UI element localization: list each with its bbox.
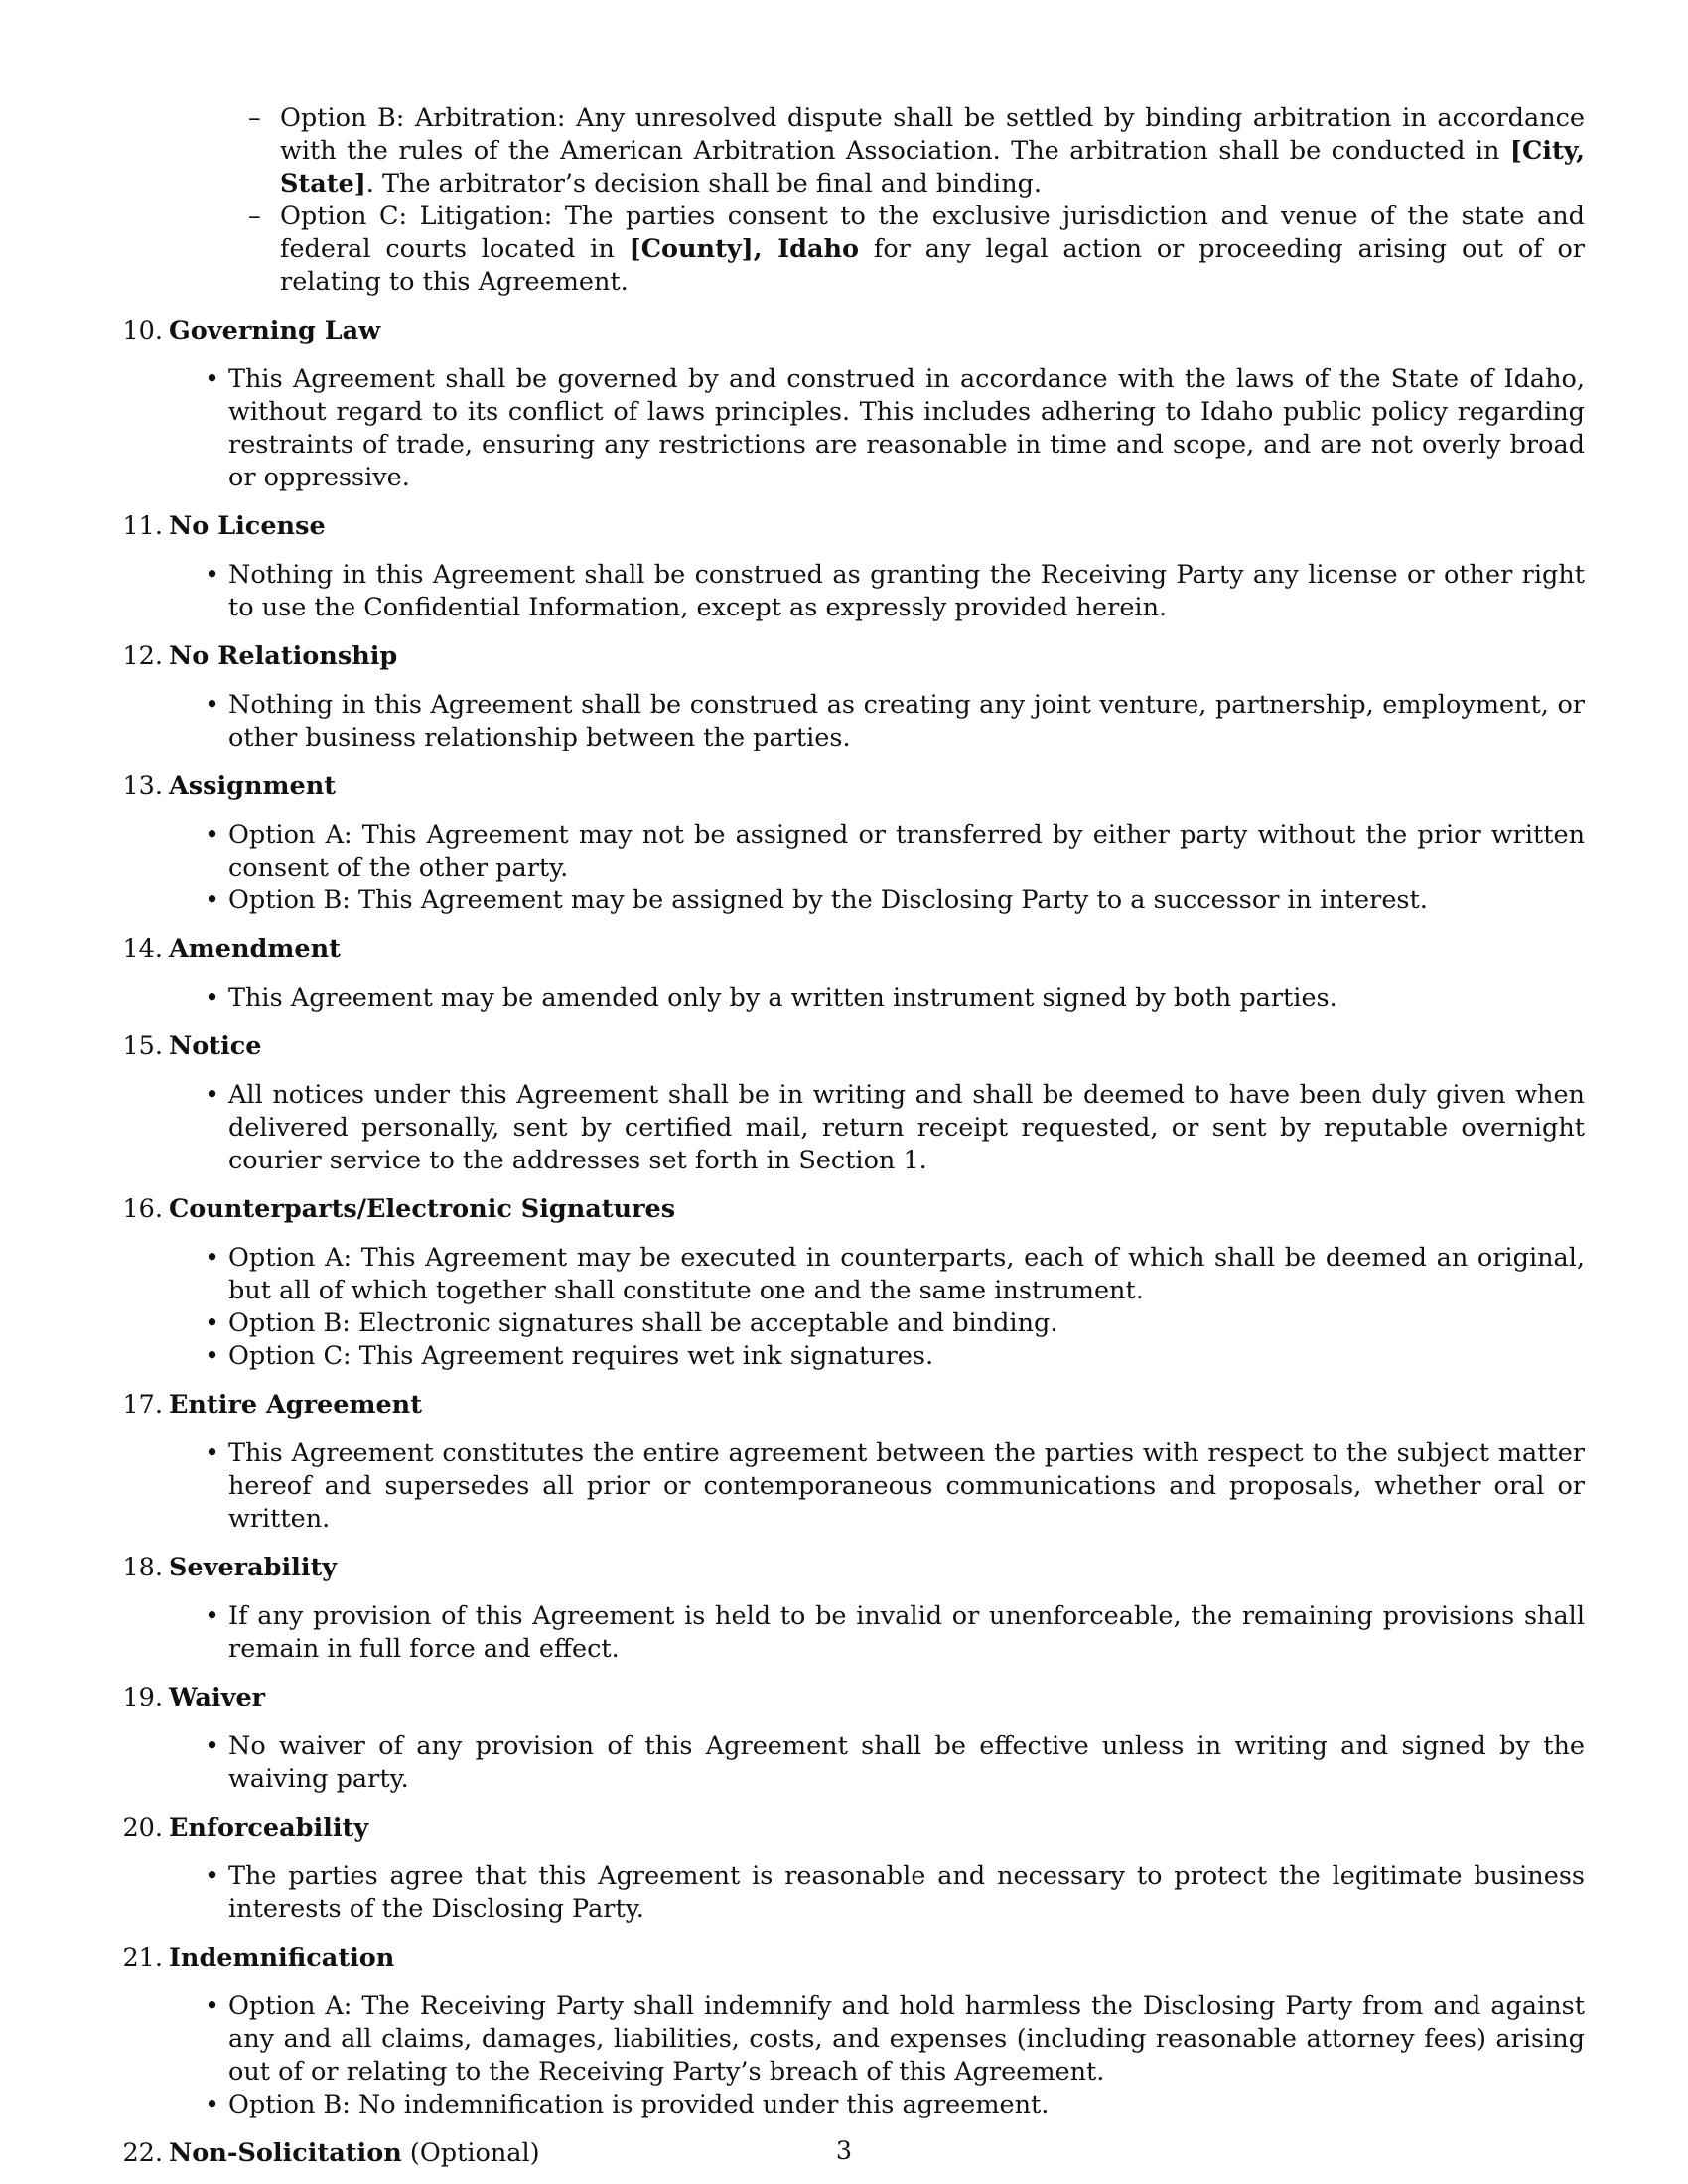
bullet-item [205,982,1585,1015]
bullet-list [205,1990,1585,2121]
bullet-icon: • [205,1438,220,1468]
section-title: Entire Agreement [169,1390,422,1420]
section-number: 21. [122,1943,163,1973]
sub-option-item [248,102,1585,201]
section-18 [0,1552,1688,1666]
bullet-item [205,1307,1585,1340]
section-title: Severability [169,1553,338,1582]
bullet-item [205,1079,1585,1177]
bullet-icon: • [205,983,220,1013]
section-number: 16. [122,1194,163,1224]
section-number: 13. [122,771,163,801]
bullet-icon: • [205,1601,220,1631]
bullet-list [205,1860,1585,1926]
section-title: Governing Law [169,316,381,345]
section-note: (Optional) [409,2138,540,2168]
bullet-text: Option B: Electronic signatures shall be acceptable and binding. [228,1308,1058,1338]
bullet-item [205,1730,1585,1796]
section-19 [0,1682,1688,1796]
section-heading [122,1389,1688,1422]
section-heading [122,1193,1688,1226]
section-15 [0,1030,1688,1177]
section-title: No Relationship [169,641,398,671]
placeholder-text: [County], Idaho [629,234,860,264]
bullet-text: Option C: This Agreement requires wet ink signatures. [228,1341,934,1371]
bullet-item [205,689,1585,754]
bullet-item [205,559,1585,624]
section-list [0,315,1688,2170]
bullet-text: Option A: This Agreement may not be assigned or transferred by either party without the prior written consent of the other party. [228,820,1585,883]
section-number: 17. [122,1390,163,1420]
bullet-item [205,819,1585,885]
section-number: 19. [122,1683,163,1712]
section-heading [122,933,1688,966]
clause-text: Option B: Arbitration: Any unresolved dispute shall be settled by binding arbitration in accordance with the rules of the American Arbitration Association. The arbitration shall be conducted in [280,103,1585,166]
section-heading [122,1030,1688,1063]
bullet-text: If any provision of this Agreement is held to be invalid or unenforceable, the remaining provisions shall remain in full force and effect. [228,1601,1585,1664]
bullet-list [205,1242,1585,1373]
bullet-icon: • [205,886,220,915]
bullet-icon: • [205,1731,220,1761]
bullet-icon: • [205,2090,220,2119]
section-11 [0,510,1688,624]
bullet-icon: • [205,560,220,590]
section-title: Enforceability [169,1813,369,1843]
section-title: Notice [169,1031,262,1061]
bullet-list [205,363,1585,494]
bullet-text: Option A: This Agreement may be executed in counterparts, each of which shall be deemed an original, but all of which together shall constitute one and the same instrument. [228,1243,1585,1305]
section-17 [0,1389,1688,1536]
bullet-text: Option B: No indemnification is provided under this agreement. [228,2090,1050,2119]
placeholder-text: [City, State] [280,136,1585,199]
section-number: 22. [122,2138,163,2168]
bullet-icon: • [205,364,220,394]
section-10 [0,315,1688,494]
sub-option-item [248,201,1585,299]
continuation-options [248,102,1585,299]
section-number: 20. [122,1813,163,1843]
section-12 [0,640,1688,754]
bullet-icon: • [205,820,220,850]
bullet-icon: • [205,1308,220,1338]
bullet-list [205,982,1585,1015]
bullet-text: All notices under this Agreement shall be in writing and shall be deemed to have been duly given when delivered personally, sent by certified mail, return receipt requested, or sent by reputable overnight courier service to the addresses set forth in Section 1. [228,1080,1585,1175]
bullet-text: No waiver of any provision of this Agreement shall be effective unless in writing and signed by the waiving party. [228,1731,1585,1794]
bullet-text: The parties agree that this Agreement is reasonable and necessary to protect the legitimate business interests of the Disclosing Party. [228,1861,1585,1924]
bullet-icon: • [205,1243,220,1273]
bullet-list [205,819,1585,917]
section-title: Amendment [169,934,341,964]
section-number: 15. [122,1031,163,1061]
bullet-text: This Agreement shall be governed by and construed in accordance with the laws of the State of Idaho, without regard to its conflict of laws principles. This includes adhering to Idaho public policy regarding restraints of trade, ensuring any restrictions are reasonable in time and scope, and are not overly broad or oppressive. [228,364,1585,492]
section-title: Counterparts/Electronic Signatures [169,1194,676,1224]
bullet-text: Option B: This Agreement may be assigned by the Disclosing Party to a successor in interest. [228,886,1428,915]
section-21 [0,1942,1688,2121]
section-heading [122,1682,1688,1714]
bullet-icon: • [205,1341,220,1371]
section-title: Waiver [169,1683,266,1712]
section-title: Indemnification [169,1943,395,1973]
section-number: 18. [122,1553,163,1582]
section-number: 12. [122,641,163,671]
bullet-item [205,1860,1585,1926]
bullet-item [205,1242,1585,1307]
section-13 [0,770,1688,917]
section-heading [122,640,1688,673]
section-title: Non-Solicitation [169,2138,402,2168]
dash-marker: – [248,202,261,231]
bullet-text: Option A: The Receiving Party shall indemnify and hold harmless the Disclosing Party from and against any and all claims, damages, liabilities, costs, and expenses (including reasonable attorney fees) arising out of or relating to the Receiving Party’s breach of this Agreement. [228,1991,1585,2087]
clause-text: for any legal action or proceeding arising out of or relating to this Agreement. [280,234,1585,297]
dash-marker: – [248,103,261,133]
bullet-icon: • [205,1991,220,2021]
bullet-list [205,1437,1585,1536]
section-number: 10. [122,316,163,345]
clause-text: Option C: Litigation: The parties consent to the exclusive jurisdiction and venue of the state and federal courts located in [280,202,1585,264]
bullet-item [205,885,1585,917]
bullet-icon: • [205,690,220,720]
bullet-list [205,1600,1585,1666]
clause-text: . The arbitrator’s decision shall be final and binding. [365,169,1043,199]
bullet-icon: • [205,1080,220,1110]
bullet-icon: • [205,1861,220,1891]
section-14 [0,933,1688,1015]
bullet-text: This Agreement may be amended only by a written instrument signed by both parties. [228,983,1337,1013]
section-heading [122,315,1688,347]
section-number: 11. [122,511,163,541]
section-heading [122,510,1688,543]
section-title: Assignment [169,771,337,801]
page-number: 3 [835,2136,853,2166]
bullet-item [205,1600,1585,1666]
section-title: No License [169,511,326,541]
bullet-list [205,689,1585,754]
bullet-text: Nothing in this Agreement shall be construed as creating any joint venture, partnership, employment, or other business relationship between the parties. [228,690,1585,752]
section-heading [122,1812,1688,1844]
document-body [0,102,1688,2170]
section-heading [122,1552,1688,1584]
section-20 [0,1812,1688,1926]
bullet-item [205,1990,1585,2089]
bullet-text: This Agreement constitutes the entire agreement between the parties with respect to the subject matter hereof and supersedes all prior or contemporaneous communications and proposals, whether oral or written. [228,1438,1585,1534]
bullet-list [205,1079,1585,1177]
bullet-item [205,1340,1585,1373]
bullet-list [205,559,1585,624]
bullet-item [205,1437,1585,1536]
bullet-text: Nothing in this Agreement shall be construed as granting the Receiving Party any license or other right to use the Confidential Information, except as expressly provided herein. [228,560,1585,622]
section-heading [122,1942,1688,1975]
section-16 [0,1193,1688,1373]
section-number: 14. [122,934,163,964]
bullet-list [205,1730,1585,1796]
section-heading [122,770,1688,803]
bullet-item [205,2089,1585,2121]
bullet-item [205,363,1585,494]
